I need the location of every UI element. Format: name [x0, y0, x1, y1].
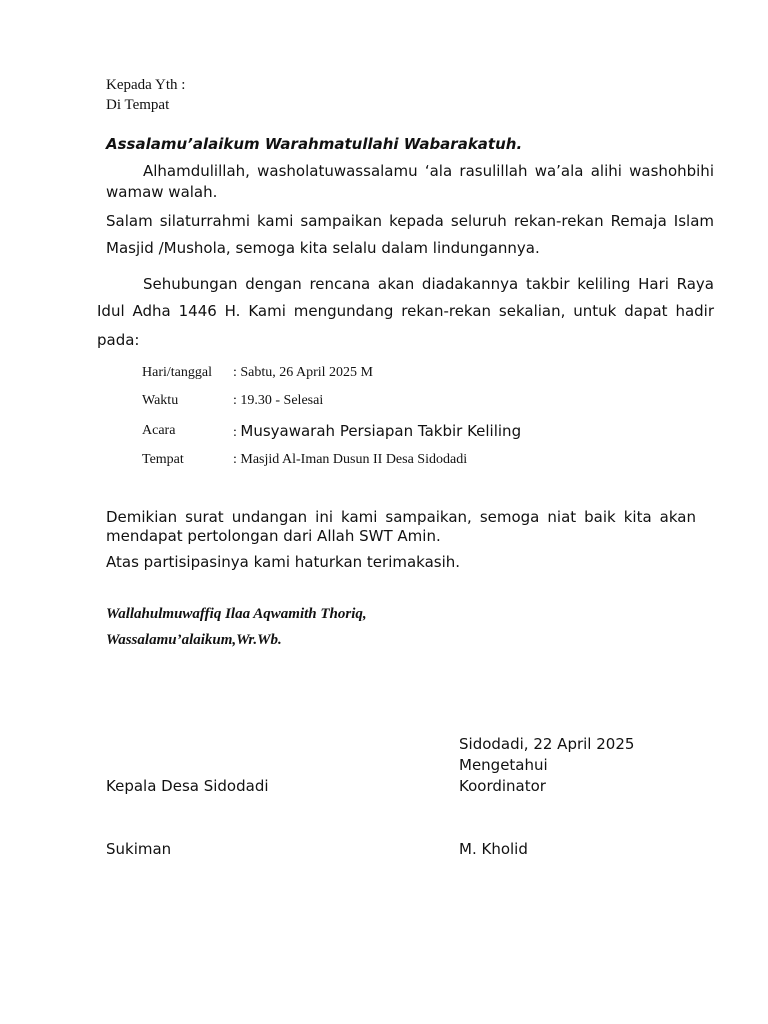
recipient-line: Kepada Yth : — [106, 77, 186, 93]
closing-paragraph-line-2: mendapat pertolongan dari Allah SWT Amin. — [106, 527, 441, 545]
detail-separator: : — [233, 365, 241, 380]
detail-value: Sabtu, 26 April 2025 M — [240, 365, 374, 380]
detail-value-date — [233, 365, 373, 381]
detail-label-place: Tempat — [142, 452, 184, 467]
detail-separator: : — [233, 425, 241, 440]
closing-salam-line-2: Wassalamu’alaikum,Wr.Wb. — [106, 632, 282, 648]
detail-value: Masjid Al-Iman Dusun II Desa Sidodadi — [240, 452, 468, 467]
greeting: Assalamu’alaikum Warahmatullahi Wabarakatuh. — [106, 135, 523, 153]
paragraph-2-line-2: Masjid /Mushola, semoga kita selalu dalam lindungannya. — [106, 239, 540, 257]
paragraph-3-line-2: Idul Adha 1446 H. Kami mengundang rekan-rekan sekalian, untuk dapat hadir — [97, 302, 714, 320]
paragraph-1-line-1: Alhamdulillah, washolatuwassalamu ‘ala rasulillah wa’ala alihi washohbihi — [143, 162, 714, 180]
place-line: Di Tempat — [106, 97, 170, 113]
detail-label-time: Waktu — [142, 393, 179, 408]
detail-value-place — [233, 452, 467, 468]
detail-value: Musyawarah Persiapan Takbir Keliling — [240, 422, 522, 440]
closing-paragraph-line-1: Demikian surat undangan ini kami sampaikan, semoga niat baik kita akan — [106, 508, 696, 526]
paragraph-2-line-1: Salam silaturrahmi kami sampaikan kepada seluruh rekan-rekan Remaja Islam — [106, 212, 714, 230]
detail-value-time — [233, 393, 323, 409]
signature-left-title: Kepala Desa Sidodadi — [106, 777, 269, 795]
signature-right-place-date: Sidodadi, 22 April 2025 — [459, 735, 635, 753]
detail-label-event: Acara — [142, 423, 176, 438]
detail-value-event — [233, 421, 521, 441]
paragraph-3-line-3: pada: — [97, 331, 140, 349]
detail-separator: : — [233, 452, 241, 467]
detail-label-date: Hari/tanggal — [142, 365, 212, 380]
paragraph-3-line-1: Sehubungan dengan rencana akan diadakannya takbir keliling Hari Raya — [143, 275, 714, 293]
signature-right-name: M. Kholid — [459, 840, 528, 858]
detail-separator: : — [233, 393, 241, 408]
signature-right-label: Mengetahui — [459, 756, 548, 774]
closing-salam-line-1: Wallahulmuwaffiq Ilaa Aqwamith Thoriq, — [106, 606, 367, 622]
detail-value: 19.30 - Selesai — [240, 393, 324, 408]
thanks-line: Atas partisipasinya kami haturkan terimakasih. — [106, 553, 461, 571]
paragraph-1-line-2: wamaw walah. — [106, 183, 218, 201]
signature-right-title: Koordinator — [459, 777, 546, 795]
signature-left-name: Sukiman — [106, 840, 172, 858]
